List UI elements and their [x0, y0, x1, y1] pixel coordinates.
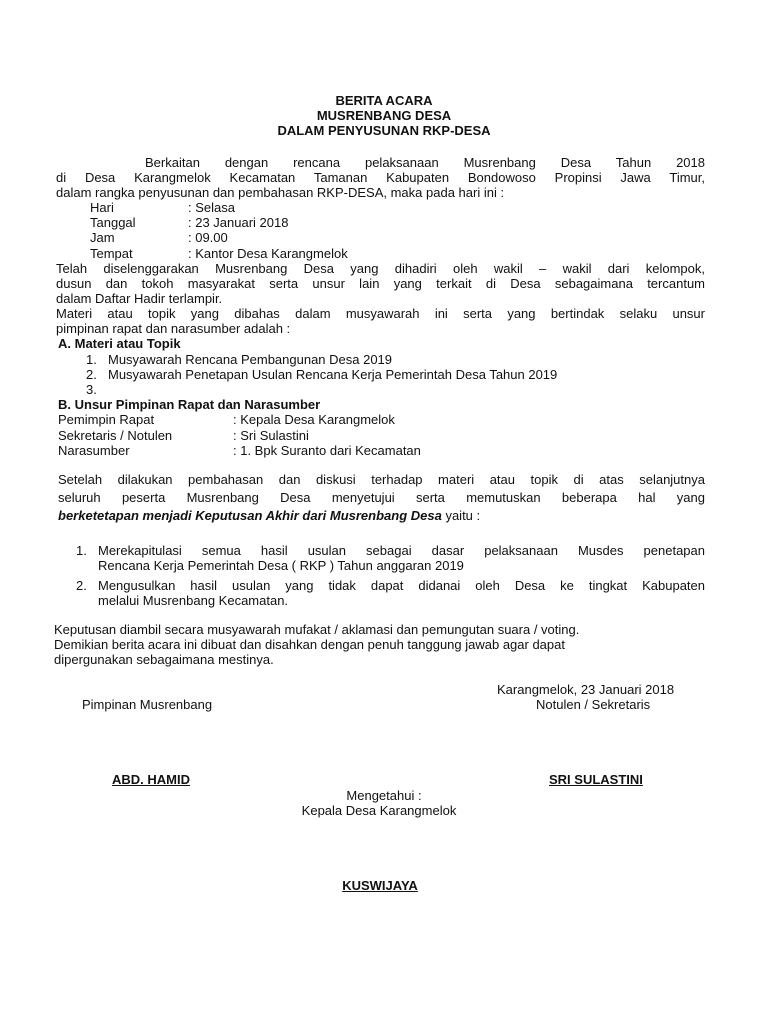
- acknowledge-label: Mengetahui :: [346, 788, 422, 803]
- section-b-value: : 1. Bpk Suranto dari Kecamatan: [233, 443, 421, 458]
- left-signatory-role: Pimpinan Musrenbang: [82, 697, 213, 712]
- section-a-item-num: 2.: [86, 367, 97, 382]
- discussion-line3-rest: yaitu :: [441, 508, 481, 523]
- decision-line2: Rencana Kerja Pemerintah Desa ( RKP ) Tahun anggaran 2019: [98, 558, 464, 573]
- left-signatory-name: ABD. HAMID: [112, 772, 190, 787]
- village-head-name: KUSWIJAYA: [342, 878, 418, 893]
- schedule-label-tanggal: Tanggal: [90, 215, 136, 230]
- decision-num: 2.: [76, 578, 87, 593]
- decision-line1: Merekapitulasi semua hasil usulan sebagai dasar pelaksanaan Musdes penetapan: [98, 543, 705, 558]
- section-a-item-num: 3.: [86, 382, 97, 397]
- attendance-line2: dusun dan tokoh masyarakat serta unsur lain yang terkait di Desa sebagaimana tercantum: [56, 276, 705, 291]
- section-b-label: Narasumber: [58, 443, 130, 458]
- schedule-label-tempat: Tempat: [90, 246, 133, 261]
- intro-line2: di Desa Karangmelok Kecamatan Tamanan Kabupaten Bondowoso Propinsi Jawa Timur,: [56, 170, 705, 185]
- schedule-label-jam: Jam: [90, 230, 115, 245]
- materials-intro-line2: pimpinan rapat dan narasumber adalah :: [56, 321, 291, 336]
- section-a-item-text: Musyawarah Penetapan Usulan Rencana Kerja Pemerintah Desa Tahun 2019: [108, 367, 558, 382]
- section-a-item-num: 1.: [86, 352, 97, 367]
- attendance-line1: Telah diselenggarakan Musrenbang Desa yang dihadiri oleh wakil – wakil dari kelompok,: [56, 261, 705, 276]
- schedule-label-hari: Hari: [90, 200, 114, 215]
- closing-line3: dipergunakan sebagaimana mestinya.: [54, 652, 274, 667]
- doc-title-line1: BERITA ACARA: [335, 93, 433, 108]
- schedule-value-hari: : Selasa: [188, 200, 235, 215]
- decision-emphasis: berketetapan menjadi Keputusan Akhir dari Musrenbang Desa: [58, 508, 442, 523]
- place-date: Karangmelok, 23 Januari 2018: [497, 682, 675, 697]
- decision-line2: melalui Musrenbang Kecamatan.: [98, 593, 289, 608]
- discussion-line3: [58, 508, 480, 523]
- discussion-line2: seluruh peserta Musrenbang Desa menyetujui serta memutuskan beberapa hal yang: [58, 490, 705, 505]
- discussion-line1: Setelah dilakukan pembahasan dan diskusi terhadap materi atau topik di atas selanjutnya: [58, 472, 705, 487]
- schedule-value-tanggal: : 23 Januari 2018: [188, 215, 289, 230]
- decision-num: 1.: [76, 543, 87, 558]
- doc-title-line2: MUSRENBANG DESA: [316, 108, 452, 123]
- intro-line3: dalam rangka penyusunan dan pembahasan RKP-DESA, maka pada hari ini :: [56, 185, 505, 200]
- section-b-label: Sekretaris / Notulen: [58, 428, 173, 443]
- doc-title-line3: DALAM PENYUSUNAN RKP-DESA: [277, 123, 491, 138]
- section-b-heading: B. Unsur Pimpinan Rapat dan Narasumber: [58, 397, 321, 412]
- village-head-role: Kepala Desa Karangmelok: [301, 803, 457, 818]
- intro-line1-text: Berkaitan dengan rencana pelaksanaan Musrenbang Desa Tahun 2018: [145, 155, 705, 170]
- closing-line2: Demikian berita acara ini dibuat dan disahkan dengan penuh tanggung jawab agar dapat: [54, 637, 565, 652]
- right-signatory-role: Notulen / Sekretaris: [536, 697, 651, 712]
- closing-line1: Keputusan diambil secara musyawarah mufakat / aklamasi dan pemungutan suara / voting.: [54, 622, 580, 637]
- section-b-value: : Kepala Desa Karangmelok: [233, 412, 395, 427]
- right-signatory-name: SRI SULASTINI: [549, 772, 643, 787]
- schedule-value-tempat: : Kantor Desa Karangmelok: [188, 246, 348, 261]
- section-a-item-text: Musyawarah Rencana Pembangunan Desa 2019: [108, 352, 393, 367]
- schedule-value-jam: : 09.00: [188, 230, 228, 245]
- decision-line1: Mengusulkan hasil usulan yang tidak dapat didanai oleh Desa ke tingkat Kabupaten: [98, 578, 705, 593]
- materials-intro-line1: Materi atau topik yang dibahas dalam musyawarah ini serta yang bertindak selaku unsur: [56, 306, 705, 321]
- attendance-line3: dalam Daftar Hadir terlampir.: [56, 291, 223, 306]
- section-a-heading: A. Materi atau Topik: [58, 336, 181, 351]
- section-b-value: : Sri Sulastini: [233, 428, 309, 443]
- section-b-label: Pemimpin Rapat: [58, 412, 155, 427]
